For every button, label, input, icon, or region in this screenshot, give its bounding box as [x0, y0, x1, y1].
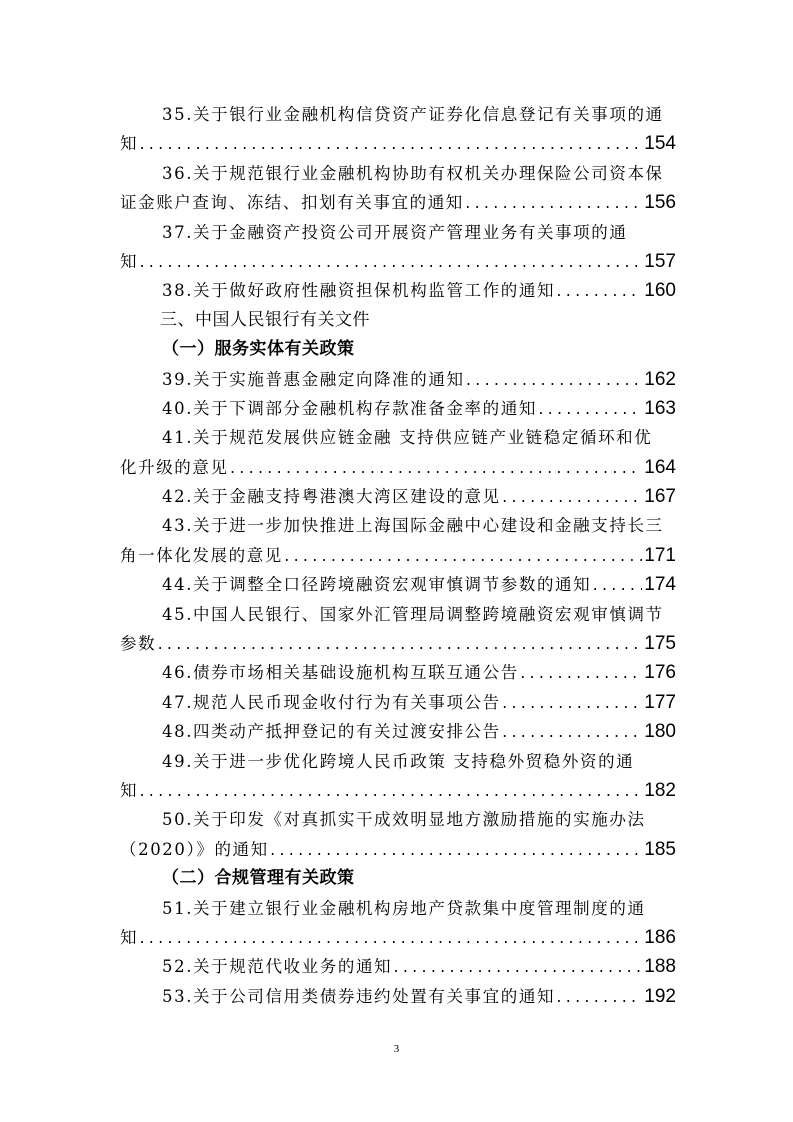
- dot-leader: [591, 572, 642, 599]
- dot-leader: [138, 925, 642, 952]
- toc-entry-text: 参数: [120, 634, 157, 654]
- section-heading: 三、中国人民银行有关文件: [160, 309, 370, 330]
- table-of-contents: [120, 100, 676, 1011]
- toc-entry-title[interactable]: 49.关于进一步优化跨境人民币政策 支持稳外贸稳外资的通: [162, 751, 635, 771]
- toc-entry-title[interactable]: 37.关于金融资产投资公司开展资产管理业务有关事项的通: [162, 222, 628, 242]
- toc-page-number: 171: [644, 544, 676, 566]
- toc-entry-text: 46.债券市场相关基础设施机构互联互通公告: [162, 663, 519, 683]
- toc-page-number: 176: [644, 662, 676, 684]
- dot-leader: [464, 190, 642, 217]
- toc-entry[interactable]: [120, 717, 676, 746]
- toc-page-number: 175: [644, 633, 676, 655]
- toc-entry-text: 角一体化发展的意见: [120, 545, 283, 565]
- toc-entry[interactable]: [120, 688, 676, 717]
- toc-entry-text: （2020）》的通知: [120, 839, 269, 859]
- toc-entry-text: 知: [120, 251, 139, 271]
- toc-entry-title[interactable]: 50.关于印发《对真抓实干成效明显地方激励措施的实施办法: [162, 810, 646, 830]
- toc-page-number: 156: [644, 192, 676, 214]
- toc-page-number: 160: [644, 280, 676, 302]
- toc-entry[interactable]: [120, 952, 676, 981]
- toc-page-number: 182: [644, 779, 676, 801]
- toc-entry[interactable]: [120, 982, 676, 1011]
- dot-leader: [537, 396, 642, 423]
- toc-entry-text: 证金账户查询、冻结、扣划有关事宜的通知: [120, 193, 464, 213]
- toc-entry[interactable]: [120, 453, 676, 482]
- toc-entry[interactable]: [120, 365, 676, 394]
- toc-page-number: 154: [644, 133, 676, 155]
- dot-leader: [501, 484, 643, 511]
- dot-leader: [392, 954, 642, 981]
- toc-page-number: 180: [644, 721, 676, 743]
- toc-entry[interactable]: [120, 482, 676, 511]
- toc-entry-text: 知: [120, 134, 139, 154]
- toc-entry[interactable]: [120, 835, 676, 864]
- toc-page-number: 167: [644, 486, 676, 508]
- toc-page-number: 164: [644, 456, 676, 478]
- toc-entry-text: 53.关于公司信用类债券违约处置有关事宜的通知: [162, 986, 556, 1006]
- toc-page-number: 188: [644, 956, 676, 978]
- toc-entry[interactable]: [120, 629, 676, 658]
- dot-leader: [501, 690, 643, 717]
- toc-page-number: 157: [644, 250, 676, 272]
- toc-entry[interactable]: [120, 923, 676, 952]
- toc-entry-text: 化升级的意见: [120, 457, 229, 477]
- dot-leader: [138, 249, 642, 276]
- toc-entry[interactable]: [120, 570, 676, 599]
- page-number: 3: [393, 1043, 400, 1055]
- toc-entry-text: 48.四类动产抵押登记的有关过渡安排公告: [162, 722, 501, 742]
- toc-page-number: 162: [644, 368, 676, 390]
- toc-entry[interactable]: [120, 394, 676, 423]
- dot-leader: [465, 367, 643, 394]
- toc-entry-text: 40.关于下调部分金融机构存款准备金率的通知: [162, 398, 537, 418]
- toc-entry-title[interactable]: 41.关于规范发展供应链金融 支持供应链产业链稳定循环和优: [162, 428, 653, 448]
- toc-page-number: 186: [644, 926, 676, 948]
- toc-entry-title[interactable]: 35.关于银行业金融机构信贷资产证券化信息登记有关事项的通: [162, 105, 664, 124]
- toc-entry[interactable]: [120, 276, 676, 305]
- dot-leader: [519, 660, 642, 687]
- toc-entry[interactable]: [120, 247, 676, 276]
- subsection-heading: （二）合规管理有关政策: [162, 868, 355, 889]
- dot-leader: [138, 778, 642, 805]
- toc-entry[interactable]: [120, 129, 676, 158]
- dot-leader: [283, 543, 642, 570]
- toc-entry-title[interactable]: 51.关于建立银行业金融机构房地产贷款集中度管理制度的通: [162, 898, 646, 918]
- toc-entry[interactable]: [120, 776, 676, 805]
- toc-page-number: 163: [644, 397, 676, 419]
- toc-entry-text: 42.关于金融支持粤港澳大湾区建设的意见: [162, 487, 501, 507]
- toc-page-number: 174: [644, 574, 676, 596]
- toc-entry-text: 39.关于实施普惠金融定向降准的通知: [162, 369, 465, 389]
- toc-page-number: 177: [644, 691, 676, 713]
- toc-entry-text: 38.关于做好政府性融资担保机构监管工作的通知: [162, 281, 556, 301]
- dot-leader: [269, 837, 643, 864]
- toc-entry-title[interactable]: 36.关于规范银行业金融机构协助有权机关办理保险公司资本保: [162, 163, 664, 183]
- toc-entry[interactable]: [120, 658, 676, 687]
- toc-entry-title[interactable]: 45.中国人民银行、国家外汇管理局调整跨境融资宏观审慎调节: [162, 604, 664, 624]
- toc-entry[interactable]: [120, 541, 676, 570]
- dot-leader: [555, 278, 642, 305]
- dot-leader: [229, 455, 643, 482]
- toc-entry-title[interactable]: 43.关于进一步加快推进上海国际金融中心建设和金融支持长三: [162, 516, 664, 536]
- toc-page-number: 185: [644, 838, 676, 860]
- dot-leader: [138, 131, 642, 158]
- dot-leader: [156, 631, 642, 658]
- toc-page-number: 192: [644, 985, 676, 1007]
- toc-entry-text: 知: [120, 927, 139, 947]
- dot-leader: [555, 984, 642, 1011]
- subsection-heading: （一）服务实体有关政策: [162, 339, 355, 360]
- dot-leader: [501, 719, 643, 746]
- toc-entry-text: 44.关于调整全口径跨境融资宏观审慎调节参数的通知: [162, 575, 592, 595]
- toc-entry[interactable]: [120, 188, 676, 217]
- toc-entry-text: 47.规范人民币现金收付行为有关事项公告: [162, 692, 501, 712]
- toc-entry-text: 52.关于规范代收业务的通知: [162, 957, 393, 977]
- toc-entry-text: 知: [120, 780, 139, 800]
